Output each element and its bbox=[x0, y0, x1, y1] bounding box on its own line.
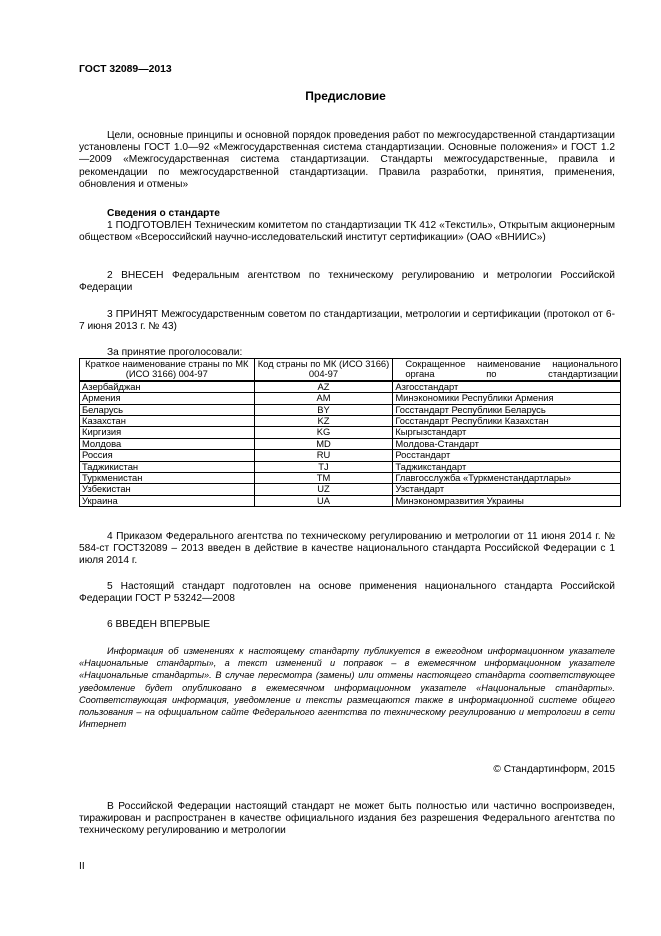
vote-table-header-row bbox=[80, 359, 621, 381]
table-row bbox=[80, 393, 621, 404]
item-5-basis: 5 Настоящий стандарт подготовлен на основе применения национального стандарта Российской Федерации ГОСТ Р 53242—2008 bbox=[79, 581, 615, 605]
body-cell: Минэкономразвития Украины bbox=[393, 495, 621, 506]
table-row bbox=[80, 461, 621, 472]
table-row bbox=[80, 416, 621, 427]
changes-info-paragraph: Информация об изменениях к настоящему стандарту публикуется в ежегодном информационном указателе «Национальные стандарты», а текст изменений и поправок – в ежемесячном информационном указателе «Национальные стандарты». В случае пересмотра (замены) или отмены настоящего стандарта соответствующее уведомление будет опубликовано в ежемесячном информационном указателе «Национальные стандарты». Соответствующая информация, уведомление и тексты размещаются также в информационной системе общего пользования – на официальном сайте Федерального агентства по техническому регулированию и метрологии в сети Интернет bbox=[79, 646, 615, 730]
body-cell: Кыргызстандарт bbox=[393, 427, 621, 438]
country-cell: Туркменистан bbox=[80, 473, 255, 484]
item-2-introduced: 2 ВНЕСЕН Федеральным агентством по техническому регулированию и метрологии Российской Федерации bbox=[79, 270, 615, 294]
code-cell: UZ bbox=[254, 484, 393, 495]
code-cell: KZ bbox=[254, 416, 393, 427]
vote-table-caption: За принятие проголосовали: bbox=[107, 347, 243, 358]
header-body bbox=[393, 359, 621, 381]
page-title: Предисловие bbox=[305, 89, 386, 103]
table-row bbox=[80, 427, 621, 438]
code-cell: BY bbox=[254, 404, 393, 415]
header-country: Краткое наименование страны по МК (ИСО 3166) 004-97 bbox=[80, 359, 255, 381]
country-cell: Украина bbox=[80, 495, 255, 506]
country-cell: Таджикистан bbox=[80, 461, 255, 472]
copyright-notice: © Стандартинформ, 2015 bbox=[493, 764, 615, 775]
body-cell: Молдова-Стандарт bbox=[393, 438, 621, 449]
document-code: ГОСТ 32089—2013 bbox=[79, 64, 172, 75]
country-cell: Беларусь bbox=[80, 404, 255, 415]
code-cell: TM bbox=[254, 473, 393, 484]
item-3-adopted: 3 ПРИНЯТ Межгосударственным советом по стандартизации, метрологии и сертификации (протокол от 6-7 июня 2013 г. № 43) bbox=[79, 309, 615, 333]
country-cell: Армения bbox=[80, 393, 255, 404]
table-row bbox=[80, 438, 621, 449]
page-number: II bbox=[79, 861, 85, 872]
code-cell: TJ bbox=[254, 461, 393, 472]
country-cell: Молдова bbox=[80, 438, 255, 449]
table-row bbox=[80, 381, 621, 393]
body-cell: Азгосстандарт bbox=[393, 381, 621, 393]
body-cell: Госстандарт Республики Казахстан bbox=[393, 416, 621, 427]
code-cell: AM bbox=[254, 393, 393, 404]
body-cell: Таджикстандарт bbox=[393, 461, 621, 472]
table-row bbox=[80, 484, 621, 495]
body-cell: Госстандарт Республики Беларусь bbox=[393, 404, 621, 415]
code-cell: RU bbox=[254, 450, 393, 461]
header-body-text: Сокращенное наименование национального органа по стандартизации bbox=[405, 358, 618, 380]
country-cell: Узбекистан bbox=[80, 484, 255, 495]
table-row bbox=[80, 473, 621, 484]
item-4-order: 4 Приказом Федерального агентства по техническому регулированию и метрологии от 11 июня 2014 г. № 584-ст ГОСТ32089 – 2013 введен в действие в качестве национального стандарта Российской Федерации с 1 июля 2014 г. bbox=[79, 531, 615, 567]
table-row bbox=[80, 450, 621, 461]
body-cell: Узстандарт bbox=[393, 484, 621, 495]
vote-table bbox=[79, 358, 621, 507]
table-row bbox=[80, 495, 621, 506]
country-cell: Казахстан bbox=[80, 416, 255, 427]
code-cell: MD bbox=[254, 438, 393, 449]
body-cell: Минэкономики Республики Армения bbox=[393, 393, 621, 404]
country-cell: Киргизия bbox=[80, 427, 255, 438]
intro-paragraph: Цели, основные принципы и основной порядок проведения работ по межгосударственной стандартизации установлены ГОСТ 1.0—92 «Межгосударственная система стандартизации. Основные положения» и ГОСТ 1.2—2009 «Межгосударственная система стандартизации. Стандарты межгосударственные, правила и рекомендации по межгосударственной стандартизации. Правила разработки, принятия, применения, обновления и отмены» bbox=[79, 130, 615, 190]
code-cell: KG bbox=[254, 427, 393, 438]
item-6-first-introduced: 6 ВВЕДЕН ВПЕРВЫЕ bbox=[107, 619, 211, 630]
country-cell: Азербайджан bbox=[80, 381, 255, 393]
header-code: Код страны по МК (ИСО 3166) 004-97 bbox=[254, 359, 393, 381]
country-cell: Россия bbox=[80, 450, 255, 461]
reproduction-notice: В Российской Федерации настоящий стандарт не может быть полностью или частично воспроизведен, тиражирован и распространен в качестве официального издания без разрешения Федерального агентства по техническому регулированию и метрологии bbox=[79, 801, 615, 837]
item-1-prepared: 1 ПОДГОТОВЛЕН Техническим комитетом по стандартизации ТК 412 «Текстиль», Открытым акционерным обществом «Всероссийский научно-исследовательский институт сертификации» (ОАО «ВНИИС») bbox=[79, 220, 615, 244]
body-cell: Главгосслужба «Туркменстандартлары» bbox=[393, 473, 621, 484]
body-cell: Росстандарт bbox=[393, 450, 621, 461]
standard-info-heading: Сведения о стандарте bbox=[107, 208, 220, 219]
code-cell: AZ bbox=[254, 381, 393, 393]
table-row bbox=[80, 404, 621, 415]
code-cell: UA bbox=[254, 495, 393, 506]
